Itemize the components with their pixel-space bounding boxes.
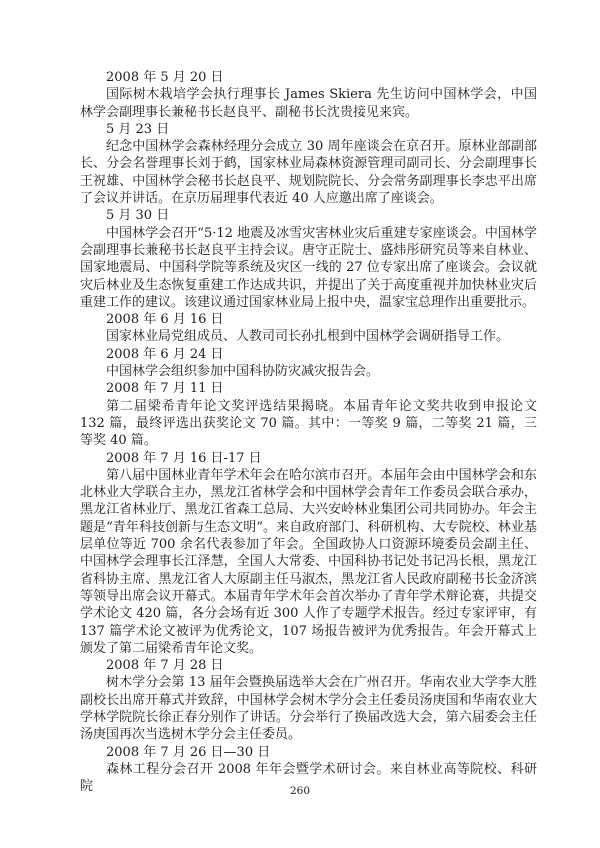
page-number: 260 xyxy=(289,785,311,797)
entry-date: 2008 年 5 月 20 日 xyxy=(106,70,224,85)
entry-text: 中国林学会召开“5·12 地震及冰雪灾害林业灾后重建专家座谈会。中国林学会副理事长兼秘书长赵良平主持会议。唐守正院士、盛炜彤研究员等来自林业、国家地震局、中国科学院等系统及灾区一线的 27 位专家出席了座谈会。会议就灾后林业及生态恢复重建工作达成共识，并提出了关于高度重视并加快林业灾后重建工作的建议。该建议通过国家林业局上报中央，温家宝总理作出重要批示。 xyxy=(80,225,537,310)
entry-text: 国际树木栽培学会执行理事长 James Skiera 先生访问中国林学会，中国林学会副理事长兼秘书长赵良平、副秘书长沈贵接见来宾。 xyxy=(80,87,537,120)
entry-text: 森林工程分会召开 2008 年年会暨学术研讨会。来自林业高等院校、科研院 xyxy=(80,761,537,795)
entry-text: 纪念中国林学会森林经理分会成立 30 周年座谈会在京召开。原林业部副部长、分会名誉理事长刘于鹤，国家林业局森林资源管理司副司长、分会副理事长王祝雄、中国林学会秘书长赵良平、规划院院长、分会常务副理事长李忠平出席了会议并讲话。在京历届理事代表近 40 人应邀出席了座谈会。 xyxy=(80,139,537,207)
entry-text: 中国林学会组织参加中国科协防灾减灾报告会。 xyxy=(106,364,380,380)
entry-date: 5 月 23 日 xyxy=(106,121,170,137)
entry-date: 2008 年 7 月 16 日-17 日 xyxy=(106,450,262,466)
entry-date: 2008 年 7 月 26 日—30 日 xyxy=(106,744,271,760)
entry-date: 2008 年 6 月 24 日 xyxy=(106,346,224,362)
entry-text: 国家林业局党组成员、人教司司长孙扎根到中国林学会调研指导工作。 xyxy=(106,329,510,345)
entry-text: 树木学分会第 13 届年会暨换届选举大会在广州召开。华南农业大学李大胜副校长出席开幕式并致辞，中国林学会树木学分会主任委员汤庚国和华南农业大学林学院院长徐正春分别作了讲话。分会举行了换届改选大会，第六届委会主任汤庚国再次当选树木学分会主任委员。 xyxy=(80,675,537,743)
chronicle-entries xyxy=(80,69,537,795)
entry-text: 第二届梁希青年论文奖评选结果揭晓。本届青年论文奖共收到申报论文 132 篇，最终评选出获奖论文 70 篇。其中：一等奖 9 篇，二等奖 21 篇，三等奖 40 篇。 xyxy=(80,398,537,449)
entry-date: 2008 年 7 月 11 日 xyxy=(106,381,224,397)
entry-date: 2008 年 6 月 16 日 xyxy=(106,312,224,328)
entry-date: 2008 年 7 月 28 日 xyxy=(106,658,224,674)
entry-text: 第八届中国林业青年学术年会在哈尔滨市召开。本届年会由中国林学会和东北林业大学联合主办，黑龙江省林学会和中国林学会青年工作委员会联合承办，黑龙江省林业厅、黑龙江省森工总局、大兴安岭林业集团公司共同协办。年会主题是“青年科技创新与生态文明”。来自政府部门、科研机构、大专院校、林业基层单位等近 700 余名代表参加了年会。全国政协人口资源环境委员会副主任、中国林学会理事长江泽慧，全国人大常委、中国科协书记处书记冯长根，黑龙江省科协主席、黑龙江省人大原副主任马淑杰，黑龙江省人民政府副秘书长金济滨等领导出席会议开幕式。本届青年学术年会首次举办了青年学术辩论赛，共提交学术论文 420 篇，各分会场有近 300 人作了专题学术报告。经过专家评审，有 137 篇学术论文被评为优秀论文，107 场报告被评为优秀报告。年会开幕式上颁发了第二届梁希青年论文奖。 xyxy=(80,467,537,656)
entry-date: 5 月 30 日 xyxy=(106,208,170,224)
